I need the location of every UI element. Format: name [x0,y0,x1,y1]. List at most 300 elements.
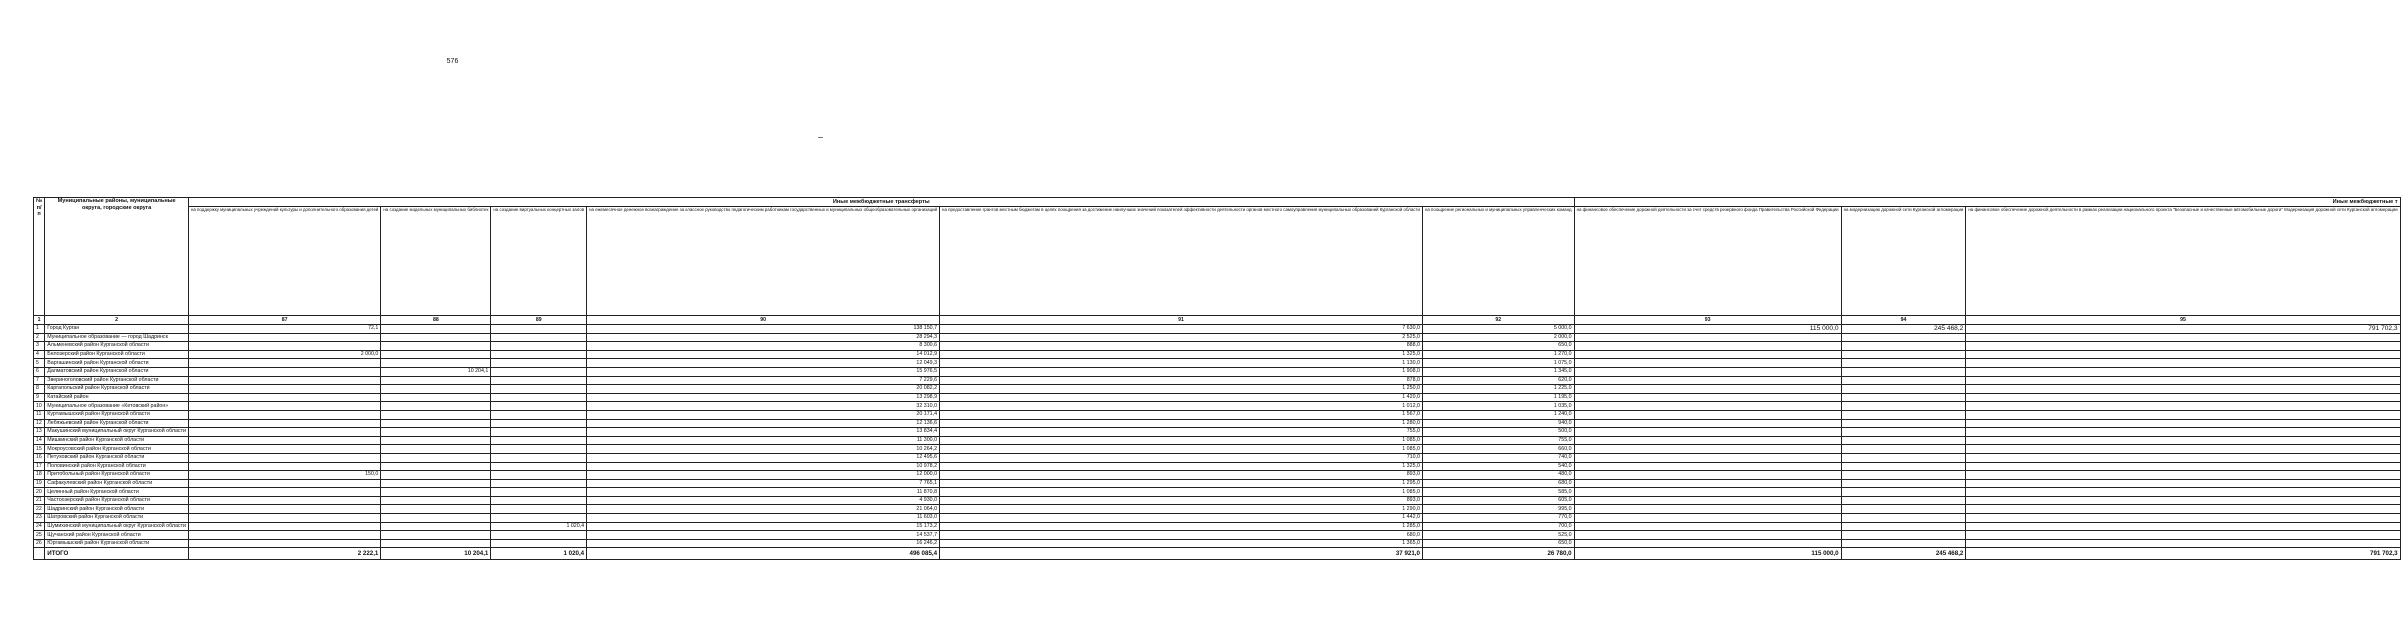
municipality-name: Муниципальное образование — город Шадринск [45,333,189,342]
table-row [34,419,2401,428]
value-cell: 1 295,0 [940,479,1423,488]
value-cell [1841,419,1966,428]
transfers-table [33,197,2401,560]
table-row [34,350,2401,359]
value-cell [188,539,380,548]
value-cell [1841,376,1966,385]
value-cell [381,376,491,385]
value-cell: 1 075,0 [1422,359,1574,368]
value-cell: 11 300,0 [587,436,940,445]
row-number: 2 [34,333,45,342]
value-cell [1574,436,1841,445]
value-cell [491,402,587,411]
subheader-95: на финансовое обеспечение дорожной деятельности в рамках реализации национального проекта "Безопасные и качественные автомобильные дороги" Модернизация дорожной сети Курганской агломерации [1966,207,2400,316]
value-cell: 12 495,6 [587,453,940,462]
municipality-name: Шадринский район Курганской области [45,505,189,514]
total-cell: 2 222,1 [188,548,380,560]
value-cell [1841,496,1966,505]
value-cell: 995,0 [1422,505,1574,514]
value-cell: 680,0 [940,531,1423,540]
value-cell [1966,402,2400,411]
municipality-name: Альменевский район Курганской области [45,342,189,351]
subheader-94: на модернизацию дорожной сети Курганской агломерации [1841,207,1966,316]
row-number: 25 [34,531,45,540]
value-cell: 888,0 [940,342,1423,351]
table-row [34,367,2401,376]
row-number: 21 [34,496,45,505]
value-cell: 4 930,0 [587,496,940,505]
value-cell [1574,514,1841,523]
total-no-cell [34,548,45,560]
row-number: 18 [34,471,45,480]
row-number: 3 [34,342,45,351]
value-cell [1841,488,1966,497]
value-cell [381,436,491,445]
value-cell [1574,367,1841,376]
value-cell: 1 442,0 [940,514,1423,523]
total-cell: 496 085,4 [587,548,940,560]
value-cell [1966,436,2400,445]
table-body [34,325,2401,548]
value-cell [491,453,587,462]
value-cell [1841,479,1966,488]
subheader-92: на поощрение региональных и муниципальных управленческих команд [1422,207,1574,316]
value-cell: 32 310,0 [587,402,940,411]
value-cell [188,522,380,531]
value-cell [1966,428,2400,437]
row-number: 6 [34,367,45,376]
value-cell: 620,0 [1422,376,1574,385]
value-cell [381,453,491,462]
value-cell: 138 150,7 [587,325,940,334]
col-number: 1 [34,316,45,325]
col-number: 93 [1574,316,1841,325]
value-cell [1841,402,1966,411]
value-cell [491,514,587,523]
value-cell [188,376,380,385]
total-cell: 1 020,4 [491,548,587,560]
table-row [34,496,2401,505]
value-cell [1966,539,2400,548]
municipality-name: Город Курган [45,325,189,334]
value-cell [1841,505,1966,514]
value-cell [1966,531,2400,540]
municipality-name: Половинский район Курганской области [45,462,189,471]
col-no-header: № п/п [34,198,45,316]
value-cell: 1 345,0 [1422,367,1574,376]
value-cell: 20 082,2 [587,385,940,394]
value-cell [1574,393,1841,402]
value-cell: 1 325,0 [940,350,1423,359]
value-cell: 15 976,5 [587,367,940,376]
value-cell [491,539,587,548]
value-cell [491,376,587,385]
value-cell [491,479,587,488]
value-cell [1841,350,1966,359]
value-cell [1966,385,2400,394]
value-cell [1841,522,1966,531]
col-number: 87 [188,316,380,325]
total-cell: 10 204,1 [381,548,491,560]
value-cell [1574,410,1841,419]
value-cell: 115 000,0 [1574,325,1841,334]
table-row [34,453,2401,462]
value-cell: 1 285,0 [940,522,1423,531]
value-cell [1966,453,2400,462]
value-cell: 13 834,4 [587,428,940,437]
value-cell [381,402,491,411]
col-number: 2 [45,316,189,325]
total-cell: 245 468,2 [1841,548,1966,560]
value-cell: 480,0 [1422,471,1574,480]
table-row [34,514,2401,523]
value-cell [1841,333,1966,342]
value-cell [188,445,380,454]
value-cell [1841,342,1966,351]
value-cell [1574,531,1841,540]
value-cell: 2 000,0 [188,350,380,359]
value-cell: 5 000,0 [1422,325,1574,334]
value-cell [1574,350,1841,359]
subheader-89: на создание виртуальных концертных залов [491,207,587,316]
value-cell [491,350,587,359]
col-number: 88 [381,316,491,325]
municipality-name: Мокроусовский район Курганской области [45,445,189,454]
municipality-name: Лебяжьевский район Курганской области [45,419,189,428]
value-cell: 878,0 [940,376,1423,385]
value-cell [1574,376,1841,385]
value-cell [188,505,380,514]
value-cell [381,539,491,548]
value-cell [381,410,491,419]
value-cell [1841,514,1966,523]
municipality-name: Шатровский район Курганской области [45,514,189,523]
value-cell [381,445,491,454]
municipality-name: Петуховский район Курганской области [45,453,189,462]
value-cell [381,342,491,351]
table-row [34,385,2401,394]
value-cell [381,531,491,540]
value-cell [1841,453,1966,462]
value-cell: 1 085,0 [940,445,1423,454]
total-cell: 37 921,0 [940,548,1423,560]
value-cell [381,428,491,437]
value-cell: 1 085,0 [940,436,1423,445]
value-cell: 72,1 [188,325,380,334]
value-cell [1966,479,2400,488]
value-cell [491,531,587,540]
row-number: 4 [34,350,45,359]
value-cell [188,385,380,394]
col-number: 94 [1841,316,1966,325]
total-label: ИТОГО [45,548,189,560]
value-cell [1841,471,1966,480]
row-number: 15 [34,445,45,454]
table-row [34,393,2401,402]
value-cell [188,359,380,368]
value-cell [1966,496,2400,505]
row-number: 12 [34,419,45,428]
value-cell: 770,0 [1422,514,1574,523]
value-cell [1574,385,1841,394]
value-cell [1574,428,1841,437]
col-number: 91 [940,316,1423,325]
municipality-name: Сафакулевский район Курганской области [45,479,189,488]
value-cell [188,367,380,376]
value-cell [381,496,491,505]
table-row [34,462,2401,471]
municipality-name: Мишкинский район Курганской области [45,436,189,445]
value-cell [188,410,380,419]
row-number: 13 [34,428,45,437]
value-cell: 605,0 [1422,496,1574,505]
table-row [34,488,2401,497]
value-cell: 893,0 [940,496,1423,505]
value-cell: 500,0 [1422,428,1574,437]
row-number: 16 [34,453,45,462]
value-cell [188,514,380,523]
value-cell: 7 630,0 [940,325,1423,334]
value-cell [1966,350,2400,359]
municipality-name: Муниципальное образование «Кетовский район» [45,402,189,411]
value-cell [1966,419,2400,428]
table-row [34,333,2401,342]
header-row-subheaders [34,207,2401,316]
value-cell [491,445,587,454]
value-cell [1966,376,2400,385]
group1-header: Иные межбюджетные трансферты [188,198,1574,207]
value-cell: 525,0 [1422,531,1574,540]
row-number: 22 [34,505,45,514]
page-number: 576 [446,58,459,65]
row-number: 11 [34,410,45,419]
value-cell: 755,0 [940,428,1423,437]
value-cell [1966,333,2400,342]
value-cell: 791 702,3 [1966,325,2400,334]
value-cell [491,393,587,402]
value-cell [1574,522,1841,531]
municipality-name: Варгашинский район Курганской области [45,359,189,368]
value-cell [1574,419,1841,428]
value-cell [1966,522,2400,531]
municipality-name: Частоозерский район Курганской области [45,496,189,505]
col-number: 90 [587,316,940,325]
value-cell: 12 136,6 [587,419,940,428]
row-number: 14 [34,436,45,445]
row-number: 7 [34,376,45,385]
group2-header: Иные межбюджетные т [1574,198,2400,207]
value-cell [188,453,380,462]
value-cell: 740,0 [1422,453,1574,462]
value-cell [381,522,491,531]
value-cell: 2 000,0 [1422,333,1574,342]
value-cell [188,333,380,342]
value-cell [491,488,587,497]
value-cell: 1 908,0 [940,367,1423,376]
value-cell: 710,0 [940,453,1423,462]
value-cell: 940,0 [1422,419,1574,428]
table-row [34,531,2401,540]
value-cell [1841,462,1966,471]
value-cell: 1 280,0 [940,419,1423,428]
column-number-row [34,316,2401,325]
value-cell: 660,0 [1422,445,1574,454]
value-cell [1841,531,1966,540]
value-cell [1574,453,1841,462]
value-cell [381,488,491,497]
municipality-name: Далматовский район Курганской области [45,367,189,376]
subheader-90: на ежемесячное денежное вознаграждение за классное руководство педагогическим работникам государственных и муниципальных общеобразовательных организаций [587,207,940,316]
value-cell: 10 978,2 [587,462,940,471]
value-cell: 1 325,0 [940,462,1423,471]
municipality-name: Притобольный район Курганской области [45,471,189,480]
row-number: 20 [34,488,45,497]
value-cell [381,385,491,394]
row-number: 26 [34,539,45,548]
table-row [34,471,2401,480]
value-cell [491,333,587,342]
value-cell: 585,0 [1422,488,1574,497]
value-cell [1966,445,2400,454]
subheader-91: на предоставление грантов местным бюджетам в целях поощрения за достижение наилучших значений показателей эффективности деятельности органов местного самоуправления муниципальных образований Курганской области [940,207,1423,316]
value-cell [1966,505,2400,514]
value-cell [381,505,491,514]
value-cell [1966,393,2400,402]
value-cell [188,496,380,505]
row-number: 23 [34,514,45,523]
value-cell: 1 365,0 [940,539,1423,548]
total-row [34,548,2401,560]
table-row [34,479,2401,488]
municipality-name: Звериноголовский район Курганской области [45,376,189,385]
value-cell: 1 567,0 [940,410,1423,419]
value-cell: 11 603,0 [587,514,940,523]
value-cell [188,393,380,402]
value-cell [188,462,380,471]
value-cell [1574,333,1841,342]
value-cell: 1 130,0 [940,359,1423,368]
value-cell [1966,462,2400,471]
row-number: 9 [34,393,45,402]
value-cell [1966,359,2400,368]
value-cell [188,436,380,445]
value-cell [1841,436,1966,445]
value-cell [381,333,491,342]
municipality-name: Щучанский район Курганской области [45,531,189,540]
value-cell [491,342,587,351]
value-cell: 1 270,0 [1422,350,1574,359]
value-cell: 1 225,0 [1422,385,1574,394]
value-cell: 245 468,2 [1841,325,1966,334]
value-cell [1574,462,1841,471]
header-row-groups [34,198,2401,207]
subheader-87: на поддержку муниципальных учреждений культуры и дополнительного образования детей [188,207,380,316]
value-cell: 680,0 [1422,479,1574,488]
value-cell [381,462,491,471]
table-row [34,376,2401,385]
value-cell [381,359,491,368]
row-number: 8 [34,385,45,394]
value-cell [188,342,380,351]
value-cell [1966,367,2400,376]
value-cell [491,505,587,514]
table-row [34,505,2401,514]
value-cell: 15 173,2 [587,522,940,531]
value-cell [491,367,587,376]
value-cell [491,428,587,437]
value-cell: 755,0 [1422,436,1574,445]
value-cell: 12 000,0 [587,471,940,480]
value-cell [1841,539,1966,548]
value-cell [188,531,380,540]
value-cell [1966,471,2400,480]
value-cell [1574,496,1841,505]
table-row [34,359,2401,368]
value-cell [1574,505,1841,514]
scan-mark [818,137,823,138]
value-cell: 10 204,1 [381,367,491,376]
table-row [34,539,2401,548]
subheader-88: на создание модельных муниципальных библиотек [381,207,491,316]
value-cell [491,436,587,445]
value-cell [1574,479,1841,488]
value-cell [1574,402,1841,411]
municipality-name: Целинный район Курганской области [45,488,189,497]
value-cell: 540,0 [1422,462,1574,471]
table-row [34,342,2401,351]
value-cell [381,471,491,480]
value-cell [1966,514,2400,523]
row-number: 10 [34,402,45,411]
value-cell [1966,342,2400,351]
value-cell: 21 064,0 [587,505,940,514]
col-number: 95 [1966,316,2400,325]
value-cell [381,419,491,428]
row-number: 1 [34,325,45,334]
value-cell [381,514,491,523]
value-cell: 1 290,0 [940,505,1423,514]
col-name-header: Муниципальные районы, муниципальные округа, городские округа [45,198,189,316]
table-row [34,325,2401,334]
value-cell: 14 012,9 [587,350,940,359]
row-number: 19 [34,479,45,488]
total-cell: 791 702,3 [1966,548,2400,560]
value-cell: 700,0 [1422,522,1574,531]
value-cell [491,496,587,505]
value-cell [491,325,587,334]
table-row [34,428,2401,437]
value-cell: 8 300,6 [587,342,940,351]
value-cell [491,359,587,368]
total-cell: 26 780,0 [1422,548,1574,560]
municipality-name: Белозерский район Курганской области [45,350,189,359]
col-number: 92 [1422,316,1574,325]
value-cell [381,479,491,488]
table-row [34,410,2401,419]
value-cell: 1 240,0 [1422,410,1574,419]
value-cell: 1 420,0 [940,393,1423,402]
value-cell [491,462,587,471]
value-cell [1841,359,1966,368]
municipality-name: Катайский район [45,393,189,402]
col-number: 89 [491,316,587,325]
value-cell [381,393,491,402]
value-cell [1966,488,2400,497]
value-cell: 150,0 [188,471,380,480]
value-cell [491,410,587,419]
value-cell: 1 085,0 [940,488,1423,497]
total-cell: 115 000,0 [1574,548,1841,560]
